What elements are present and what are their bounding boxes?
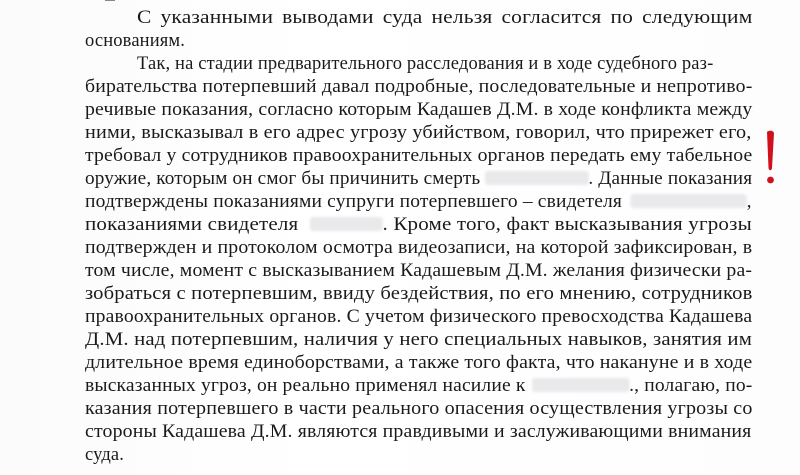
text-line: [85, 191, 752, 213]
text-line: [85, 168, 752, 190]
redaction: [532, 378, 629, 392]
text-line: бирательства потерпевший давал подробные, последовательные и непротиво-: [85, 77, 753, 97]
text-line: Д.М. над потерпевшим, наличия у него специальных навыков, занятия им: [85, 330, 753, 350]
text-line: основаниям.: [85, 31, 186, 51]
text-fragment: . Данные показания: [588, 169, 753, 189]
redaction: [310, 217, 383, 231]
text-line: С указанными выводами суда нельзя согласится по следующим: [137, 8, 753, 28]
cropped-text-fragment: [105, 0, 115, 5]
redaction: [484, 171, 588, 185]
text-fragment: показаниями свидетеля: [85, 215, 299, 235]
text-line: требовал у сотрудников правоохранительных органов передать ему табельное: [85, 146, 753, 166]
text-line: зобраться с потерпевшим, ввиду бездействия, по его мнению, сотрудников: [85, 284, 753, 304]
text-fragment: подтверждены показаниями супруги потерпевшего – свидетеля: [85, 192, 623, 212]
text-line: [85, 375, 752, 397]
text-fragment: . Кроме того, факт высказывания угрозы: [382, 215, 752, 235]
text-line: подтвержден и протоколом осмотра видеозаписи, на которой зафиксирован, в: [85, 238, 753, 258]
text-line: суда.: [85, 445, 125, 465]
text-line: том числе, момент с высказыванием Кадашевым Д.М. желания физически ра-: [85, 261, 753, 281]
text-fragment: оружие, которым он смог бы причинить смерть: [85, 169, 481, 189]
text-line: [85, 214, 752, 236]
text-line: длительное время единоборствами, а также того факта, что накануне и в ходе: [85, 353, 753, 373]
text-line: правоохранительных органов. С учетом физического превосходства Кадашева: [85, 307, 753, 327]
text-line: стороны Кадашева Д.М. являются правдивыми и заслуживающими внимания: [85, 422, 752, 442]
text-line: Так, на стадии предварительного расследования и в ходе судебного раз-: [137, 54, 714, 74]
redaction: [631, 194, 747, 208]
text-fragment: ,: [746, 192, 752, 212]
text-fragment: высказанных угроз, он реально применял насилие к: [85, 376, 526, 396]
text-line: речивые показания, согласно которым Кадашев Д.М. в ходе конфликта между: [85, 100, 753, 120]
text-line: ними, высказывал в его адрес угрозу убийством, говорил, что прирежет его,: [85, 123, 752, 143]
text-fragment: ., полагаю, по-: [629, 376, 753, 396]
text-line: казания потерпевшего в части реального опасения осуществления угрозы со: [85, 399, 753, 419]
exclamation-mark-icon: [764, 130, 776, 188]
